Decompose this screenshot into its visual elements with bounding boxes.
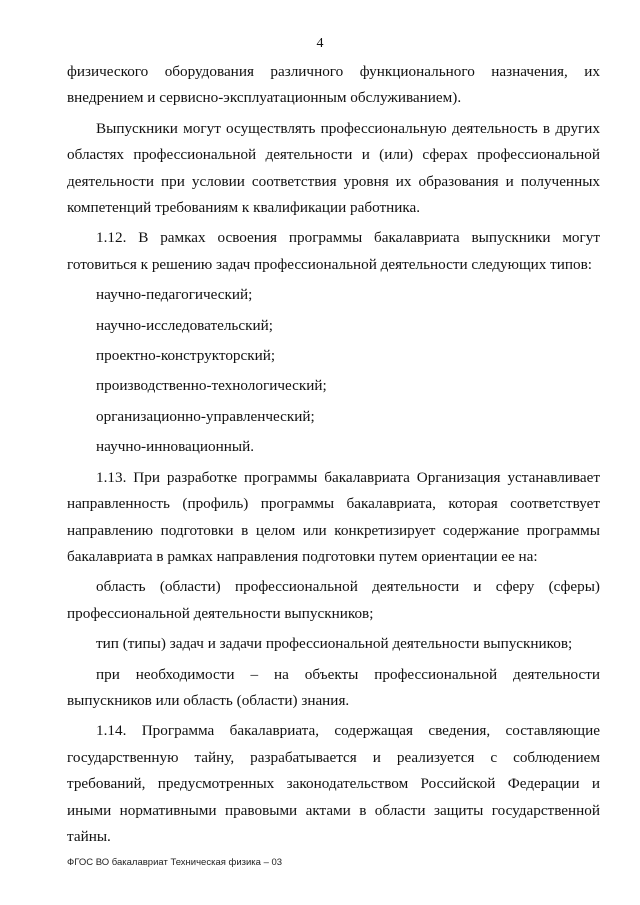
paragraph-1-13-item: при необходимости – на объекты профессиональной деятельности выпускников или область (области) знания. — [67, 665, 600, 709]
page-number: 4 — [316, 36, 324, 51]
list-item: организационно-управленческий; — [96, 407, 315, 425]
task-types-list — [67, 282, 600, 460]
document-body — [67, 59, 600, 850]
list-item: научно-педагогический; — [96, 286, 253, 304]
paragraph-1-14: 1.14. Программа бакалавриата, содержащая сведения, составляющие государственную тайну, разрабатывается и реализуется с соблюдением требований, предусмотренных законодательством Российской Федерации и иными нормативными правовыми актами в области защиты государственной тайны. — [67, 722, 600, 845]
paragraph-graduates-other-areas: Выпускники могут осуществлять профессиональную деятельность в других областях профессиональной деятельности и (или) сферах профессиональной деятельности при условии соответствия уровня их образования и полученных компетенций требованиям к квалификации работника. — [67, 119, 600, 217]
list-item: проектно-конструкторский; — [96, 347, 276, 365]
list-item: производственно-технологический; — [96, 377, 327, 395]
list-item: научно-инновационный. — [96, 438, 255, 456]
document-footer: ФГОС ВО бакалавриат Техническая физика – 03 — [67, 857, 283, 868]
list-item: научно-исследовательский; — [96, 316, 273, 334]
paragraph-1-12: 1.12. В рамках освоения программы бакалавриата выпускники могут готовиться к решению задач профессиональной деятельности следующих типов: — [67, 229, 600, 273]
paragraph-1-13: 1.13. При разработке программы бакалавриата Организация устанавливает направленность (профиль) программы бакалавриата, которая соответствует направлению подготовки в целом или конкретизирует содержание программы бакалавриата в рамках направления подготовки путем ориентации ее на: — [67, 468, 600, 565]
paragraph-continuation: физического оборудования различного функционального назначения, их внедрением и сервисно-эксплуатационным обслуживанием). — [67, 63, 600, 107]
paragraph-1-13-item: тип (типы) задач и задачи профессиональной деятельности выпускников; — [96, 635, 573, 653]
paragraph-1-13-item: область (области) профессиональной деятельности и сферу (сферы) профессиональной деятельности выпускников; — [67, 578, 600, 622]
